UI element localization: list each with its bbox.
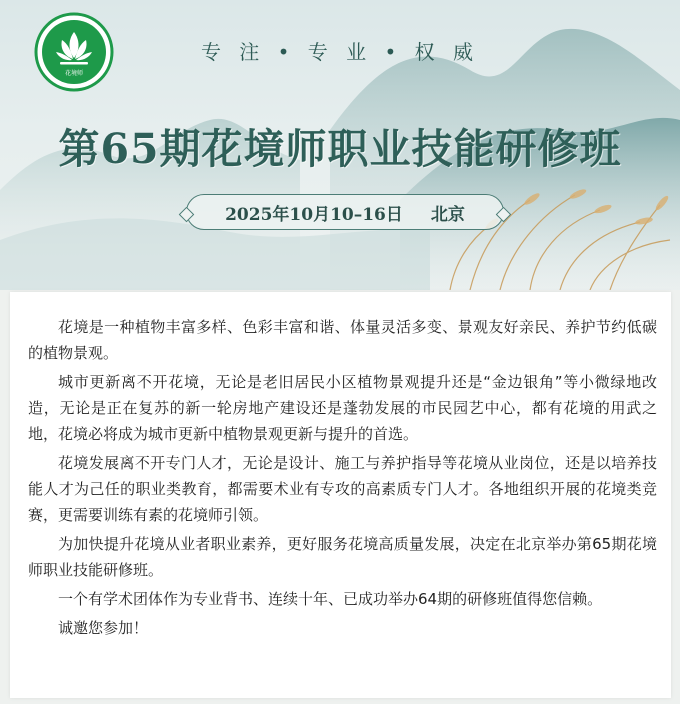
svg-text:花境师: 花境师 xyxy=(64,70,84,77)
article-body xyxy=(10,292,671,698)
lotus-logo-icon xyxy=(34,12,114,92)
date-location-badge xyxy=(186,194,504,230)
paragraph: 诚邀您参加！ xyxy=(58,619,149,637)
tagline: 专 注 • 专 业 • 权 威 xyxy=(200,40,480,64)
event-location: 北京 xyxy=(430,204,465,225)
paragraph: 城市更新离不开花境，无论是老旧居民小区植物景观提升还是“金边银角”等小微绿地改造，无论是正在复苏的新一轮房地产建设还是蓬勃发展的市民园艺中心，都有花境的用武之地，花境必将成为城市更新中植物景观更新与提升的首选。 xyxy=(28,373,657,443)
paragraph: 花境是一种植物丰富多样、色彩丰富和谐、体量灵活多变、景观友好亲民、养护节约低碳的植物景观。 xyxy=(28,318,657,362)
header-banner xyxy=(0,0,680,290)
page-title: 第65期花境师职业技能研修班 xyxy=(58,125,622,173)
paragraph: 花境发展离不开专门人才，无论是设计、施工与养护指导等花境从业岗位，还是以培养技能人才为己任的职业类教育，都需要术业有专攻的高素质专门人才。各地组织开展的花境类竞赛，更需要训练有素的花境师引领。 xyxy=(28,454,657,524)
event-date: 2025年10月10–16日 xyxy=(225,204,403,225)
paragraph: 一个有学术团体作为专业背书、连续十年、已成功举办64期的研修班值得您信赖。 xyxy=(58,590,603,608)
paragraph: 为加快提升花境从业者职业素养，更好服务花境高质量发展，决定在北京举办第65期花境师职业技能研修班。 xyxy=(28,535,657,579)
